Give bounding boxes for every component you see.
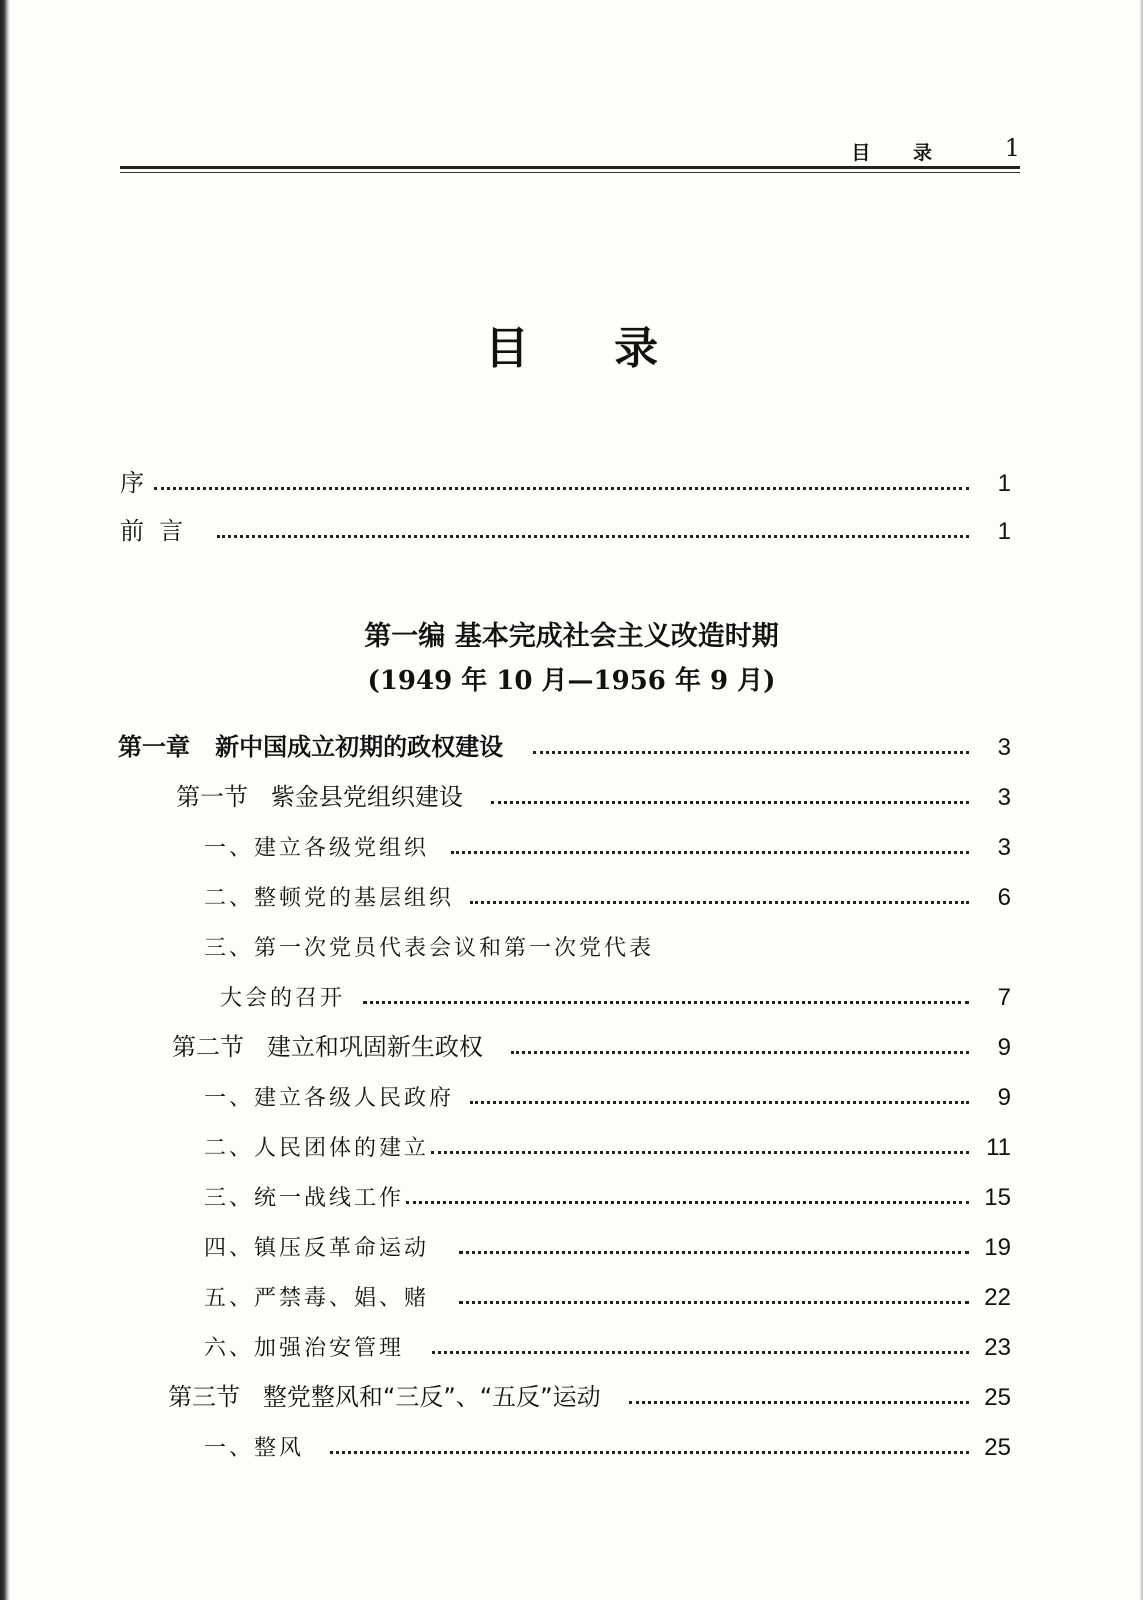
dot-leader: [330, 1451, 969, 1454]
toc-subsection: [204, 1076, 1011, 1112]
part-title: 第一编 基本完成社会主义改造时期: [364, 621, 779, 652]
toc-entry-label: 大会的召开: [220, 986, 346, 1011]
toc-section: [176, 776, 1011, 812]
toc-subsection: [204, 1326, 1011, 1362]
toc-entry-label: 第三节 整党整风和“三反”、“五反”运动: [168, 1383, 601, 1411]
dot-leader: [154, 487, 969, 490]
dot-leader: [217, 535, 969, 538]
toc-entry-label: 四、镇压反革命运动: [204, 1236, 430, 1261]
dot-leader: [511, 1051, 969, 1054]
toc-subsection-line-2: [220, 976, 1011, 1012]
toc-entry-page: 6: [997, 884, 1011, 911]
toc-entry-page: 11: [986, 1134, 1011, 1161]
dot-leader: [470, 1101, 969, 1104]
toc-subsection: [204, 826, 1011, 862]
toc-subsection-line-1: 三、第一次党员代表会议和第一次党代表: [204, 936, 655, 961]
toc-entry-page: 3: [997, 734, 1011, 761]
running-head-title: 目 录: [851, 142, 950, 164]
toc-entry-label: 一、整风: [204, 1436, 305, 1461]
header-rule: [120, 166, 1020, 169]
dot-leader: [451, 851, 969, 854]
dot-leader: [431, 1151, 969, 1154]
toc-subsection: [204, 1176, 1011, 1212]
dot-leader: [629, 1401, 969, 1404]
toc-entry-page: 3: [997, 834, 1011, 861]
toc-entry-page: 19: [984, 1234, 1011, 1261]
dot-leader: [533, 751, 969, 754]
running-head: [120, 132, 1020, 168]
toc-entry-page: 9: [997, 1034, 1011, 1061]
toc-chapter: [118, 726, 1011, 762]
toc-entry-label: 序: [120, 469, 144, 497]
toc-entry-page: 1: [997, 470, 1011, 497]
toc-entry-label: 第一章 新中国成立初期的政权建设: [118, 733, 504, 761]
toc-entry-page: 23: [984, 1334, 1011, 1361]
header-rule-thin: [120, 172, 1020, 173]
toc-entry-page: 7: [997, 984, 1011, 1011]
toc-subsection: [204, 1126, 1011, 1162]
toc-entry-preface: [120, 462, 1011, 498]
toc-entry-page: 25: [984, 1434, 1011, 1461]
toc-entry-label: 五、严禁毒、娼、赌: [204, 1286, 430, 1311]
toc-subsection: [204, 1276, 1011, 1312]
toc-entry-label: 第二节 建立和巩固新生政权: [172, 1033, 483, 1061]
toc-section: [168, 1376, 1011, 1412]
part-subtitle: (1949 年 10 月—1956 年 9 月): [367, 666, 776, 696]
toc-entry-label: 前 言: [120, 517, 184, 545]
dot-leader: [406, 1201, 969, 1204]
toc-entry-label: 第一节 紫金县党组织建设: [176, 783, 463, 811]
toc-entry-page: 3: [997, 784, 1011, 811]
scan-page-edge-right: [1139, 0, 1143, 1600]
dot-leader: [459, 1301, 969, 1304]
toc-entry-foreword: [120, 510, 1011, 546]
toc-entry-label: 一、建立各级人民政府: [204, 1086, 455, 1111]
toc-entry-page: 25: [984, 1384, 1011, 1411]
dot-leader: [470, 901, 969, 904]
toc-entry-label: 一、建立各级党组织: [204, 836, 430, 861]
page-title: 目 录: [484, 323, 659, 374]
toc-entry-page: 22: [984, 1284, 1011, 1311]
toc-entry-label: 六、加强治安管理: [204, 1336, 405, 1361]
toc-entry-page: 9: [997, 1084, 1011, 1111]
scan-page-edge: [0, 0, 10, 1600]
dot-leader: [363, 1001, 969, 1004]
toc-subsection: [204, 1226, 1011, 1262]
toc-entry-page: 1: [997, 518, 1011, 545]
toc-entry-label: 三、统一战线工作: [204, 1186, 405, 1211]
toc-section: [172, 1026, 1011, 1062]
dot-leader: [491, 801, 969, 804]
toc-subsection: [204, 876, 1011, 912]
running-head-page-number: 1: [1004, 134, 1020, 162]
dot-leader: [432, 1351, 969, 1354]
dot-leader: [459, 1251, 969, 1254]
toc-entry-page: 15: [984, 1184, 1011, 1211]
toc-subsection: [204, 1426, 1011, 1462]
toc-entry-label: 二、整顿党的基层组织: [204, 886, 455, 911]
toc-entry-label: 二、人民团体的建立: [204, 1136, 430, 1161]
